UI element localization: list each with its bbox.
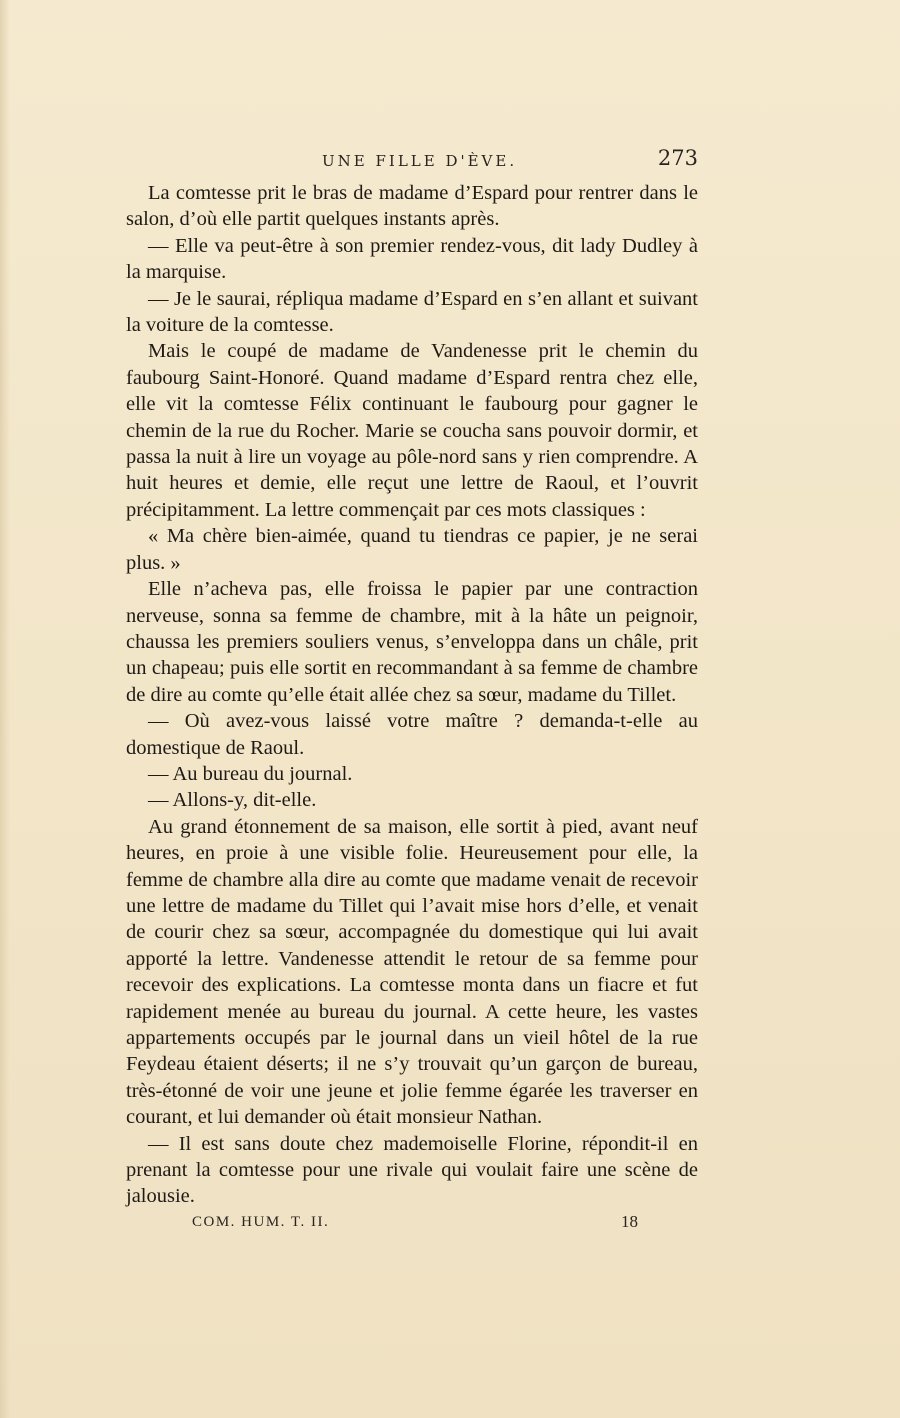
running-head bbox=[126, 146, 698, 176]
paragraph: — Elle va peut-être à son premier rendez-vous, dit lady Dudley à la marquise. bbox=[126, 234, 698, 284]
running-title: UNE FILLE D'ÈVE. bbox=[322, 152, 518, 170]
signature-text: COM. HUM. T. II. bbox=[192, 1214, 330, 1230]
page-edge-shadow bbox=[0, 0, 10, 1418]
page-number: 273 bbox=[657, 146, 698, 170]
paragraph: Elle n’acheva pas, elle froissa le papier par une contraction nerveuse, sonna sa femme de chambre, mit à la hâte un peignoir, chaussa les premiers souliers venus, s’enveloppa dans un châle, prit un chapeau; puis elle sortit en recommandant à sa femme de chambre de dire au comte qu’elle était allée chez sa sœur, madame du Tillet. bbox=[126, 578, 698, 706]
signature-line bbox=[192, 1208, 638, 1238]
paragraph: — Où avez-vous laissé votre maître ? demanda-t-elle au domestique de Raoul. bbox=[126, 710, 698, 759]
paragraph: — Au bureau du journal. bbox=[148, 762, 353, 785]
paragraph: — Allons-y, dit-elle. bbox=[148, 789, 317, 812]
signature-number: 18 bbox=[621, 1212, 638, 1231]
paragraph: « Ma chère bien-aimée, quand tu tiendras ce papier, je ne serai plus. » bbox=[126, 525, 698, 574]
paragraph: — Je le saurai, répliqua madame d’Espard en s’en allant et suivant la voiture de la comtesse. bbox=[126, 287, 698, 337]
paragraph: La comtesse prit le bras de madame d’Espard pour rentrer dans le salon, d’où elle partit quelques instants après. bbox=[126, 182, 698, 231]
paragraph: Mais le coupé de madame de Vandenesse prit le chemin du faubourg Saint-Honoré. Quand madame d’Espard rentra chez elle, elle vit la comtesse Félix continuant le faubourg pour gagner le chemin de la rue du Rocher. Marie se coucha sans pouvoir dormir, et passa la nuit à lire un voyage au pôle-nord sans y rien comprendre. A huit heures et demie, elle reçut une lettre de Raoul, et l’ouvrit précipitamment. La lettre commençait par ces mots classiques : bbox=[126, 340, 698, 521]
body-text bbox=[126, 180, 698, 1210]
paragraph: Au grand étonnement de sa maison, elle sortit à pied, avant neuf heures, en proie à une visible folie. Heureusement pour elle, la femme de chambre alla dire au comte que madame venait de recevoir une lettre de madame du Tillet qui l’avait mise hors d’elle, et venait de courir chez sa sœur, accompagnée du domestique qui lui avait apporté la lettre. Vandenesse attendit le retour de sa femme pour recevoir des explications. La comtesse monta dans un fiacre et fut rapidement menée au bureau du journal. A cette heure, les vastes appartements occupés par le journal dans un vieil hôtel de la rue Feydeau étaient déserts; il ne s’y trouvait qu’un garçon de bureau, très-étonné de voir une jeune et jolie femme égarée les traverser en courant, et lui demander où était monsieur Nathan. bbox=[126, 815, 698, 1129]
paragraph: — Il est sans doute chez mademoiselle Florine, répondit-il en prenant la comtesse pour une rivale qui voulait faire une scène de jalousie. bbox=[126, 1132, 698, 1208]
